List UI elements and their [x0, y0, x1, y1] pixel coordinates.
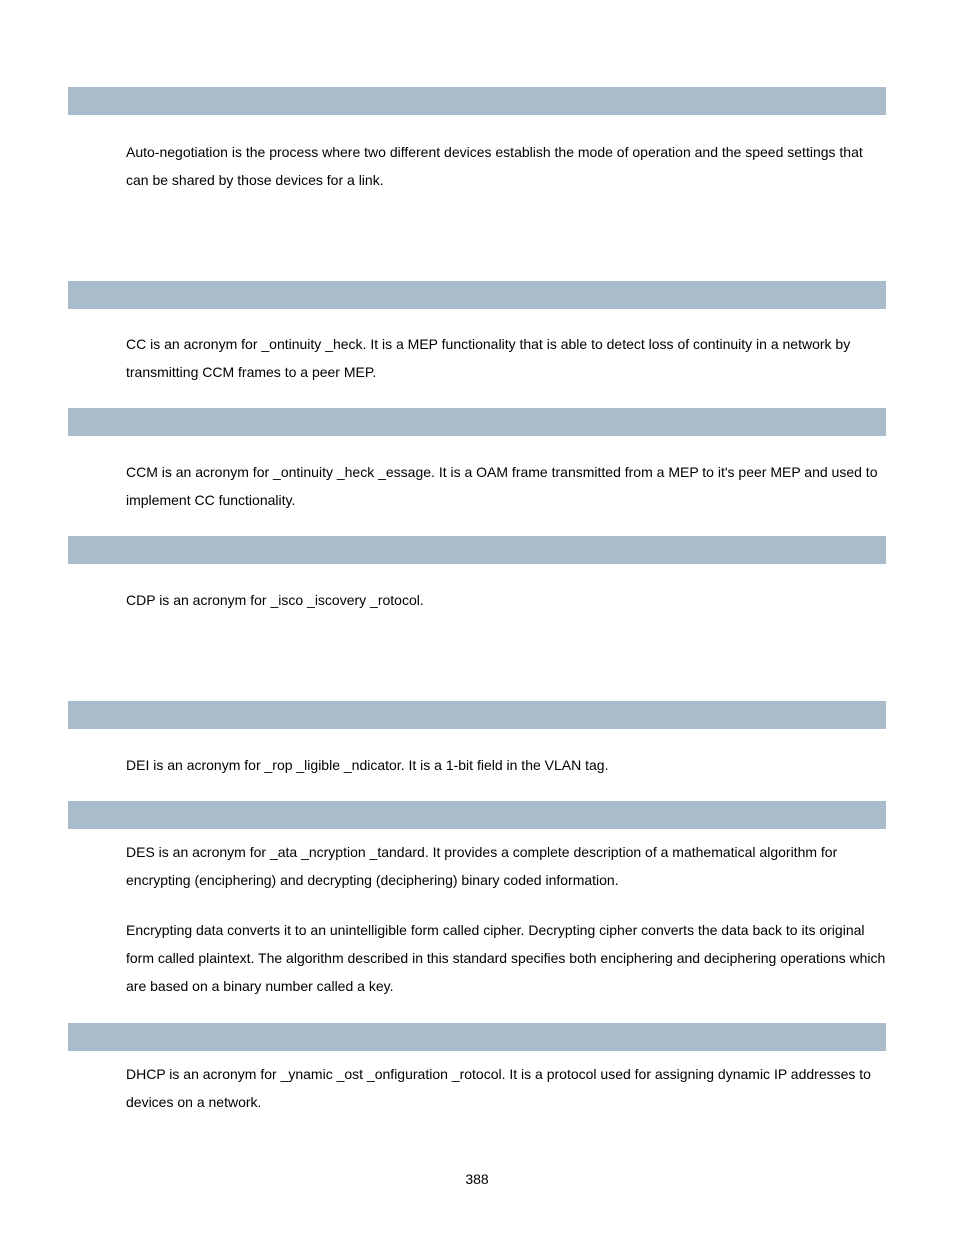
definition-paragraph: Auto-negotiation is the process where two different devices establish the mode of operation and the speed settings that can be shared by those devices for a link.: [126, 144, 863, 188]
page-number: 388: [465, 1171, 489, 1187]
section-header-bar: [68, 801, 886, 829]
section-header-bar: [68, 281, 886, 309]
definition-paragraph: DHCP is an acronym for _ynamic _ost _onfiguration _rotocol. It is a protocol used for assigning dynamic IP addresses to devices on a network.: [126, 1066, 871, 1110]
section-header-bar: [68, 701, 886, 729]
section-header-bar: [68, 87, 886, 115]
definition-paragraph: DES is an acronym for _ata _ncryption _tandard. It provides a complete description of a mathematical algorithm for encrypting (enciphering) and decrypting (deciphering) binary coded information.: [126, 844, 838, 888]
definition-paragraph: CC is an acronym for _ontinuity _heck. It is a MEP functionality that is able to detect loss of continuity in a network by transmitting CCM frames to a peer MEP.: [126, 336, 851, 380]
definition-paragraph: CCM is an acronym for _ontinuity _heck _essage. It is a OAM frame transmitted from a MEP to it's peer MEP and used to implement CC functionality.: [126, 464, 878, 508]
section-header-bar: [68, 536, 886, 564]
definition-paragraph: DEI is an acronym for _rop _ligible _ndicator. It is a 1-bit field in the VLAN tag.: [126, 757, 609, 773]
section-header-bar: [68, 408, 886, 436]
definition-paragraph: CDP is an acronym for _isco _iscovery _rotocol.: [126, 592, 424, 608]
definition-paragraph: Encrypting data converts it to an unintelligible form called cipher. Decrypting cipher converts the data back to its original form called plaintext. The algorithm described in this standard specifies both enciphering and deciphering operations which are based on a binary number called a key.: [126, 922, 886, 994]
section-header-bar: [68, 1023, 886, 1051]
